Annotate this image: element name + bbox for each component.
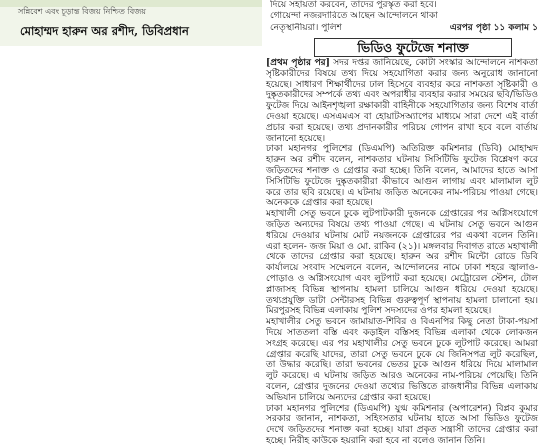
partial-line: সন্নিবেশ এবং চূড়ান্ত বিজয় নিশ্চিত বিজয়	[18, 7, 147, 16]
article-paragraph: মহাখালী সেতু ভবনে ঢুকে লুটপাটকারী দুজনকে গ্রেপ্তারের পর অগ্নিসংযোগে জড়িত অন্যদের বিষয়ে তথ্য পাওয়া গেছে। এ ঘটনায় সেতু ভবনে আগুন ধরিয়ে দেওয়ার ঘটনায় মোট নয়জনকে গ্রেপ্তারের পর একথা বলেন তিনি। এরা হলেন- জজ মিয়া ও মো. রাকিব (২১)। মঙ্গলবার দিবাগত রাতে মহাখালী থেকে তাদের গ্রেপ্তার করা হয়েছে। হারুন অর রশীদ মিন্টো রোডে ডিবি কার্যালয়ে সংবাদ সম্মেলনে বলেন, আন্দোলনের নামে ঢাকা শহরে জ্বালাও-পোড়াও ও অগ্নিসংযোগ এবং লুটপাট করা হয়েছে। মেট্রোরেল স্টেশন, টোল প্লাজাসহ বিভিন্ন স্থাপনায় হামলা চালিয়ে আগুন ধরিয়ে দেওয়া হয়েছে। তথ্যপ্রযুক্তি ডাটা সেন্টারসহ বিভিন্ন গুরুত্বপূর্ণ স্থাপনায় হামলা চালানো হয়। মিরপুরসহ বিভিন্ন এলাকায় পুলিশ সদস্যদের ওপর হামলা হয়েছে।	[266, 209, 538, 317]
paragraph-text: সদর দপ্তর জানিয়েছে, কোটা সংস্কার আন্দোলনে নাশকতা সৃষ্টিকারীদের বিষয়ে তথ্য দিয়ে সহযোগিতা করার জন্য অনুরোধ জানানো হয়েছে। সাধারণ শিক্ষার্থীদের ঢাল হিসেবে ব্যবহার করে নাশকতা সৃষ্টিকারী ও দুষ্কৃতকারীদের সম্পর্কে তথ্য এবং অপরাধীর ব্যবহার করার সময়ের ছবি/ভিডিও ফুটেজ দিয়ে আইনশৃঙ্খলা রক্ষাকারী বাহিনীকে সহযোগিতার জন্য বিশেষ বার্তা দেওয়া হয়েছে। এসএমএস বা হোয়াটসঅ্যাপের মাধ্যমে সারা দেশে এই বার্তা প্রচার করা হয়েছে। তথ্য প্রদানকারীর পরিচয় গোপন রাখা হবে বলে বার্তায় জানানো হয়েছে।	[266, 58, 538, 144]
article-paragraph	[266, 58, 538, 144]
text-line: দিয়ে সহায়তা করবেন, তাদের পুরস্কৃত করা হবে।	[270, 0, 437, 10]
headline: ভিডিও ফুটেজে শনাক্ত	[314, 38, 512, 57]
byline: মোহাম্মদ হারুন অর রশীদ, ডিবিপ্রধান	[20, 24, 189, 38]
article-paragraph: ঢাকা মহানগর পুলিশের (ডিএমপি) অতিরিক্ত কমিশনার (ডিবি) মোহাম্মদ হারুন অর রশীদ বলেন, নাশকতার ঘটনায় সিসিটিভি ফুটেজ বিশ্লেষণ করে জড়িতদের শনাক্ত ও গ্রেপ্তার করা হচ্ছে। তিনি বলেন, আমাদের হাতে আসা সিসিটিভি ফুটেজে দুষ্কৃতকারীরা কীভাবে আগুন লাগায় এবং মালামাল লুট করে তার ছবি রয়েছে। এ ঘটনায় জড়িত অনেকের নাম-পরিচয় পাওয়া গেছে। অনেককে গ্রেপ্তার করা হয়েছে।	[266, 144, 538, 209]
page-jump: এরপর পৃষ্ঠা ১১ কলাম ১	[449, 22, 538, 33]
previous-column-tail	[270, 0, 538, 34]
text-fragment: নেতৃস্থানীয়রা।	[270, 22, 319, 33]
article-paragraph: মহাখালীর সেতু ভবনে জামায়াত-শিবির ও বিএনপির কিছু নেতা টাকা-পয়সা দিয়ে সাততলা বস্তি এবং কড়াইল বস্তিসহ বিভিন্ন এলাকা থেকে লোকজন সংগ্রহ করেছে। এর পর মহাখালীর সেতু ভবনে ঢুকে লুটপাট করেছে। আমরা গ্রেপ্তার করেছি যাদের, তারা সেতু ভবনে ঢুকে যে জিনিসপত্র লুট করেছিল, তা উদ্ধার করেছি। তারা ভবনের ভেতর ঢুকে আগুন ধরিয়ে দিয়ে মালামাল লুট করেছে। এ ঘটনায় জড়িত আরও অনেকের নাম-পরিচয় পেয়েছি। তিনি বলেন, গ্রেপ্তার দুজনের দেওয়া তথ্যের ভিত্তিতে রাজধানীর বিভিন্ন এলাকায় অভিযান চালিয়ে অন্যদের গ্রেপ্তার করা হয়েছে।	[266, 317, 538, 403]
article-body	[266, 58, 538, 447]
article-paragraph: ঢাকা মহানগর পুলিশের (ডিএমপি) যুগ্ম কমিশনার (অপারেশন) বিপ্লব কুমার সরকার জানান, নাশকতা, সহিংসতার ঘটনায় হাতে আসা ভিডিও ফুটেজ দেখে জড়িতদের শনাক্ত করা হচ্ছে। যারা প্রকৃত সন্ত্রাসী তাদের গ্রেপ্তার করা হচ্ছে। নিরীহ কাউকে হয়রানি করা হবে না বলেও জানান তিনি।	[266, 403, 538, 446]
previous-article-tail	[0, 0, 262, 46]
continuation-lead: [প্রথম পৃষ্ঠার পর]	[266, 58, 330, 68]
text-line: গোয়েন্দা নজরদারিতে আছেন আন্দোলনে থাকা	[270, 11, 438, 22]
text-line	[270, 23, 538, 34]
text-fragment: পুলিশ	[321, 22, 342, 33]
